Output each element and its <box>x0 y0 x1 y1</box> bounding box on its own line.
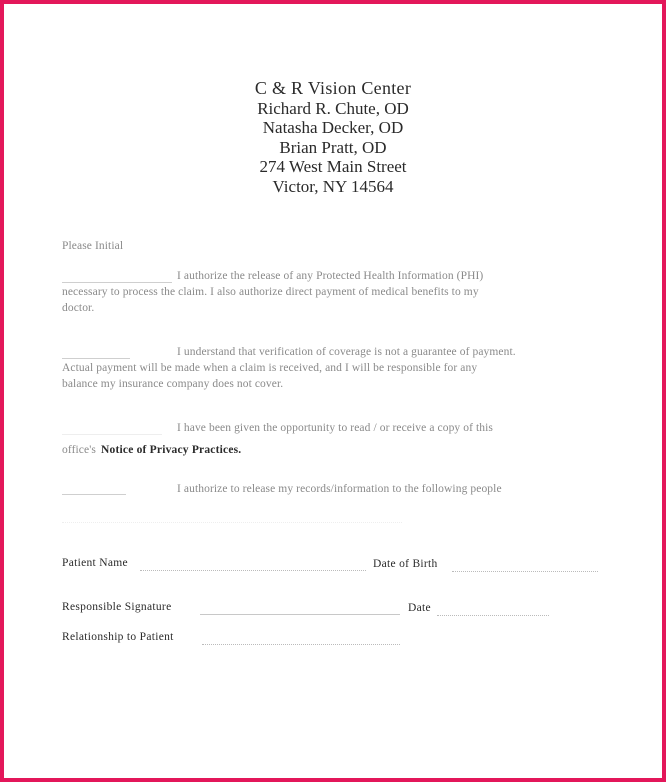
doctor-2: Natasha Decker, OD <box>262 118 404 137</box>
relationship-label: Relationship to Patient <box>62 631 174 643</box>
city-state-zip: Victor, NY 14564 <box>272 176 394 196</box>
phi-text-line1: I authorize the release of any Protected Health Information (PHI) <box>177 270 484 282</box>
initial-field-phi[interactable] <box>62 282 172 283</box>
letterhead <box>0 79 666 196</box>
street-address: 274 West Main Street <box>259 157 407 176</box>
doctor-1: Richard R. Chute, OD <box>257 98 409 118</box>
responsible-signature-field[interactable] <box>200 614 400 615</box>
coverage-text-line1: I understand that verification of coverage is not a guarantee of payment. <box>177 346 516 358</box>
relationship-field[interactable] <box>202 644 400 645</box>
coverage-text-line2: Actual payment will be made when a claim is received, and I will be responsible for any <box>62 362 478 374</box>
initial-field-coverage[interactable] <box>62 358 130 359</box>
patient-name-label: Patient Name <box>62 557 128 569</box>
phi-text-line3: doctor. <box>62 302 95 314</box>
date-of-birth-label: Date of Birth <box>373 558 438 570</box>
date-label: Date <box>408 602 431 614</box>
practice-name: C & R Vision Center <box>254 78 412 98</box>
instruction-text: Please Initial <box>62 240 124 252</box>
privacy-text-line1: I have been given the opportunity to read / or receive a copy of this <box>177 422 494 434</box>
phi-text-line2: necessary to process the claim. I also authorize direct payment of medical benefits to my <box>62 286 479 298</box>
initial-field-records[interactable] <box>62 494 126 495</box>
authorized-people-field[interactable] <box>62 522 402 523</box>
privacy-prefix: office's <box>62 444 96 456</box>
responsible-signature-label: Responsible Signature <box>62 601 172 613</box>
doctor-3: Brian Pratt, OD <box>279 137 387 157</box>
records-text: I authorize to release my records/information to the following people <box>177 483 502 495</box>
initial-field-privacy[interactable] <box>62 434 162 435</box>
privacy-notice-title: Notice of Privacy Practices. <box>101 444 242 456</box>
date-field[interactable] <box>437 615 549 616</box>
privacy-text-line2 <box>62 438 241 457</box>
date-of-birth-field[interactable] <box>452 571 598 572</box>
patient-name-field[interactable] <box>140 570 366 571</box>
coverage-text-line3: balance my insurance company does not cover. <box>62 378 284 390</box>
